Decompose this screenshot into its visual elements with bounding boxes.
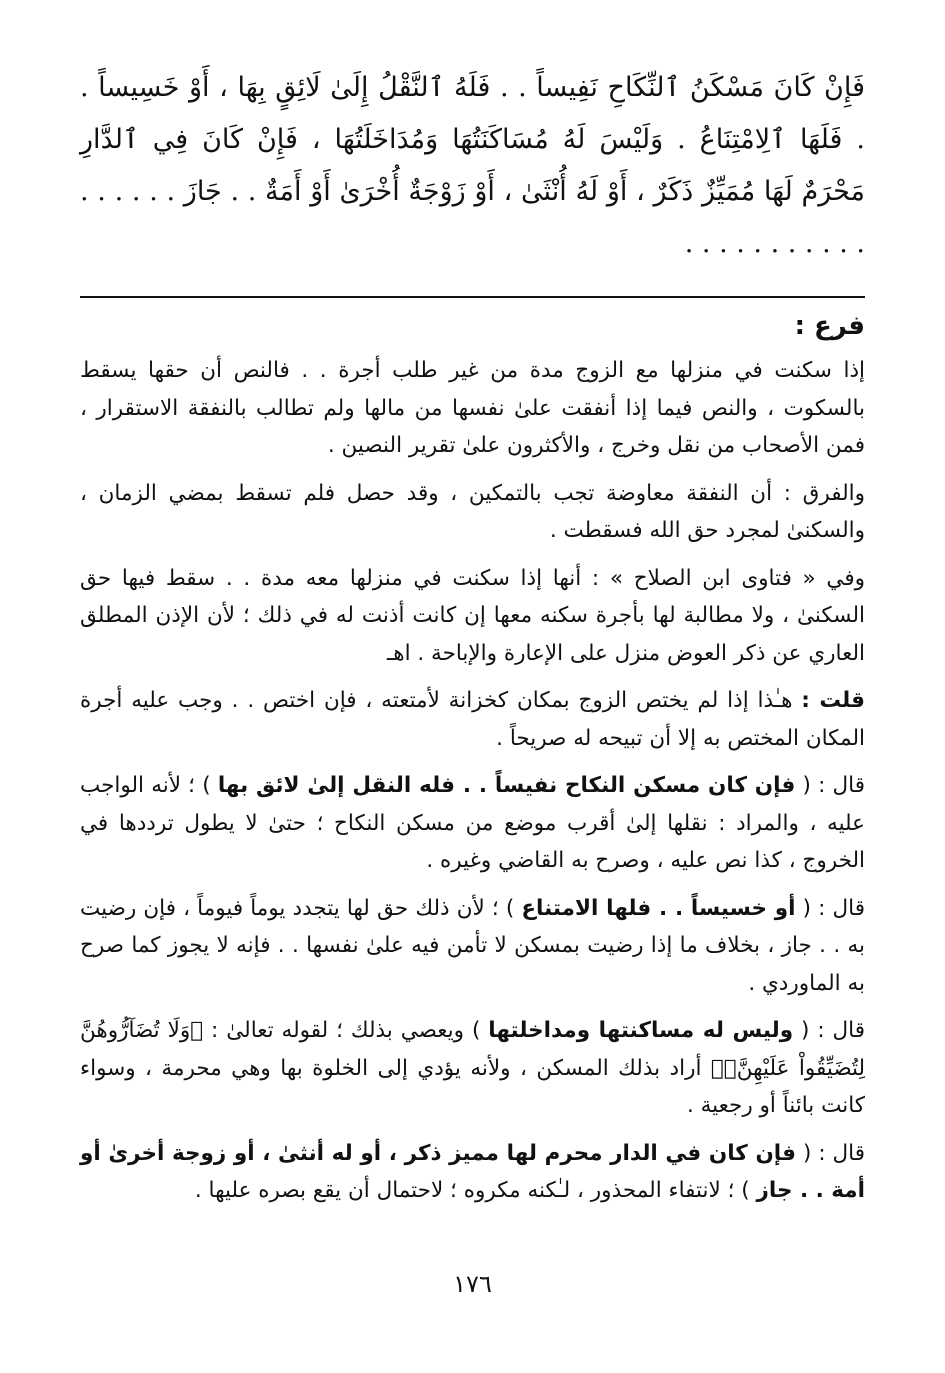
- qala-prefix: قال : (: [802, 895, 865, 921]
- paragraph-4: [80, 682, 865, 757]
- section-divider: [80, 296, 865, 298]
- quoted-matn: فإن كان مسكن النكاح نفيساً . . فله النقل إلىٰ لائق بها: [217, 773, 796, 798]
- matn-text: فَإِنْ كَانَ مَسْكَنُ ٱلنِّكَاحِ نَفِيساً . . فَلَهُ ٱلنَّقْلُ إِلَىٰ لَائِقٍ بِهَا ، أَوْ خَسِيساً . . فَلَهَا ٱلِامْتِنَاعُ . وَلَيْسَ لَهُ مُسَاكَنَتُهَا وَمُدَاخَلَتُهَا ، فَإِنْ كَانَ فِي ٱلدَّارِ مَحْرَمٌ لَهَا مُمَيِّزٌ ذَكَرٌ ، أَوْ لَهُ أُنْثَىٰ ، أَوْ زَوْجَةٌ أُخْرَىٰ أَوْ أَمَةٌ . . جَازَ . . . . . . . . . . . . . . . . .: [80, 72, 865, 259]
- qala-prefix: قال : (: [801, 1018, 865, 1043]
- paragraph-6: [80, 890, 865, 1003]
- qala-prefix: قال : (: [802, 773, 865, 798]
- paragraph-3: وفي « فتاوى ابن الصلاح » : أنها إذا سكنت في منزلها معه مدة . . سقط فيها حق السكنىٰ ، ولا مطالبة لها بأجرة سكنه معها إن كانت أذنت له في ذلك ؛ لأن الإذن المطلق العاري عن ذكر العوض منزل على الإعارة والإباحة . اهـ: [80, 565, 865, 666]
- qala-prefix: قال : (: [802, 1140, 866, 1166]
- commentary-text: ) ويعصي بذلك ؛ لقوله تعالىٰ : ﴿وَلَا تُضَآرُّوهُنَّ لِتُضَيِّقُواْ عَلَيْهِنَّۚ﴾ أراد بذلك المسكن ، ولأنه يؤدي إلى الخلوة بها وهي محرمة ، وسواء كانت بائناً أو رجعية .: [80, 1018, 865, 1118]
- paragraph-1: إذا سكنت في منزلها مع الزوج مدة من غير طلب أجرة . . فالنص أن حقها يسقط بالسكوت ، والنص فيما إذا أنفقت علىٰ نفسها من مالها ولم تطالب بالنفقة الاستقرار ، فمن الأصحاب من نقل وخرج ، والأكثرون علىٰ تقرير النصين .: [80, 358, 865, 458]
- paragraph-7: [80, 1012, 865, 1125]
- commentary-text: ) ؛ لأنه الواجب عليه ، والمراد : نقلها إلىٰ أقرب موضع من مسكن النكاح ؛ حتىٰ لا يطول ترددها في الخروج ، كذا نص عليه ، وصرح به القاضي وغيره .: [80, 773, 865, 873]
- page-number: ١٧٦: [453, 1270, 492, 1298]
- paragraph-5: [80, 767, 865, 880]
- paragraph-2: والفرق : أن النفقة معاوضة تجب بالتمكين ، وقد حصل فلم تسقط بمضي الزمان ، والسكنىٰ لمجرد حق الله فسقطت .: [80, 480, 865, 543]
- far-heading: فرع :: [794, 311, 865, 341]
- commentary-text: ) ؛ لانتفاء المحذور ، لـٰكنه مكروه ؛ لاحتمال أن يقع بصره عليها .: [194, 1178, 750, 1203]
- paragraph-4-text: هـٰذا إذا لم يختص الزوج بمكان كخزانة لأمتعته ، فإن اختص . . وجب عليه أجرة المكان المختص به إلا أن تبيحه له صريحاً .: [80, 688, 865, 751]
- quoted-matn: وليس له مساكنتها ومداخلتها: [488, 1018, 794, 1043]
- commentary-text: ) ؛ لأن ذلك حق لها يتجدد يوماً فيوماً ، فإن رضيت به . . جاز ، بخلاف ما إذا رضيت بمسكن لا تأمن فيه علىٰ نفسها . . فإنه لا يجوز كما صرح به الماوردي .: [80, 895, 865, 996]
- qultu-label: قلت :: [801, 688, 865, 713]
- quoted-matn: أو خسيساً . . فلها الامتناع: [521, 895, 796, 921]
- quoted-matn: فإن كان في الدار محرم لها مميز ذكر ، أو له أنثىٰ ، أو زوجة أخرىٰ أو أمة . . جاز: [80, 1140, 865, 1203]
- paragraph-8: [80, 1135, 865, 1210]
